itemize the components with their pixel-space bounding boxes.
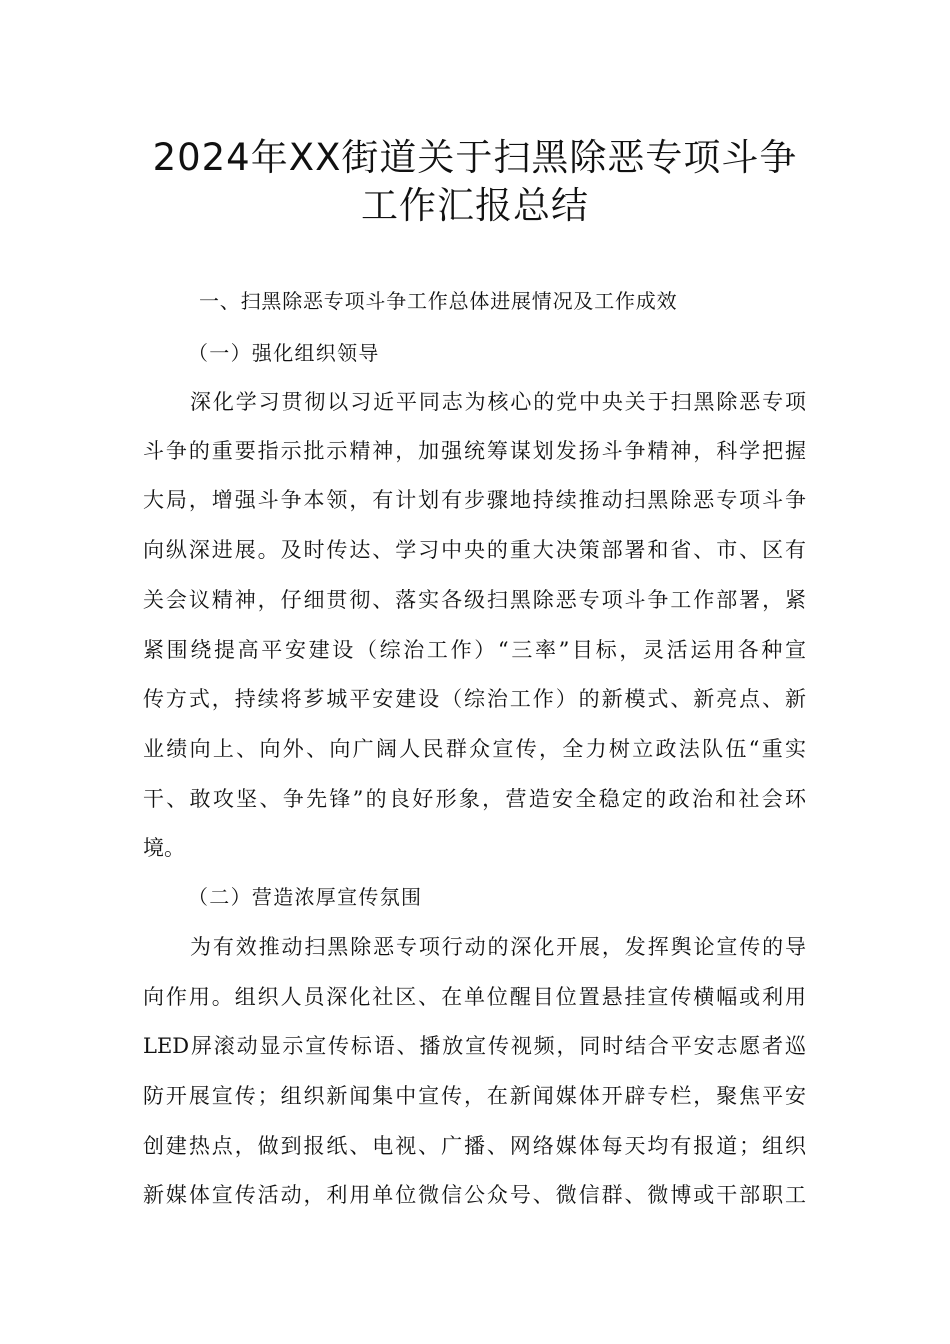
subsection-heading-2: （二）营造浓厚宣传氛围 (188, 885, 423, 909)
paragraph-line: 大局，增强斗争本领，有计划有步骤地持续推动扫黑除恶专项斗争 (143, 488, 806, 512)
paragraph-line: 深化学习贯彻以习近平同志为核心的党中央关于扫黑除恶专项 (190, 390, 806, 414)
paragraph-line: 为有效推动扫黑除恶专项行动的深化开展，发挥舆论宣传的导 (190, 935, 806, 959)
section-heading-1: 一、扫黑除恶专项斗争工作总体进展情况及工作成效 (199, 289, 678, 313)
paragraph-line: 传方式，持续将芗城平安建设（综治工作）的新模式、新亮点、新 (143, 687, 806, 711)
paragraph-line: 干、敢攻坚、争先锋”的良好形象，营造安全稳定的政治和社会环 (143, 787, 806, 811)
paragraph-line: 境。 (143, 836, 185, 860)
paragraph-line: 斗争的重要指示批示精神，加强统筹谋划发扬斗争精神，科学把握 (143, 439, 806, 463)
paragraph-line: 防开展宣传；组织新闻集中宣传，在新闻媒体开辟专栏，聚焦平安 (143, 1084, 806, 1108)
paragraph-line: 向纵深进展。及时传达、学习中央的重大决策部署和省、市、区有 (143, 538, 806, 562)
subsection-heading-1: （一）强化组织领导 (188, 341, 380, 365)
document-title-line-2: 工作汇报总结 (361, 184, 589, 227)
paragraph-line: 关会议精神，仔细贯彻、落实各级扫黑除恶专项斗争工作部署，紧 (143, 588, 806, 612)
document-title-line-1: 2024年XX街道关于扫黑除恶专项斗争 (152, 136, 798, 179)
paragraph-line: 新媒体宣传活动，利用单位微信公众号、微信群、微博或干部职工 (143, 1183, 806, 1207)
paragraph-line: 业绩向上、向外、向广阔人民群众宣传，全力树立政法队伍“重实 (143, 737, 806, 761)
paragraph-line: 紧围绕提高平安建设（综治工作）“三率”目标，灵活运用各种宣 (143, 638, 806, 662)
paragraph-line: 创建热点，做到报纸、电视、广播、网络媒体每天均有报道；组织 (143, 1134, 806, 1158)
paragraph-line: 向作用。组织人员深化社区、在单位醒目位置悬挂宣传横幅或利用 (143, 985, 806, 1009)
paragraph-line: LED屏滚动显示宣传标语、播放宣传视频，同时结合平安志愿者巡 (143, 1034, 806, 1058)
